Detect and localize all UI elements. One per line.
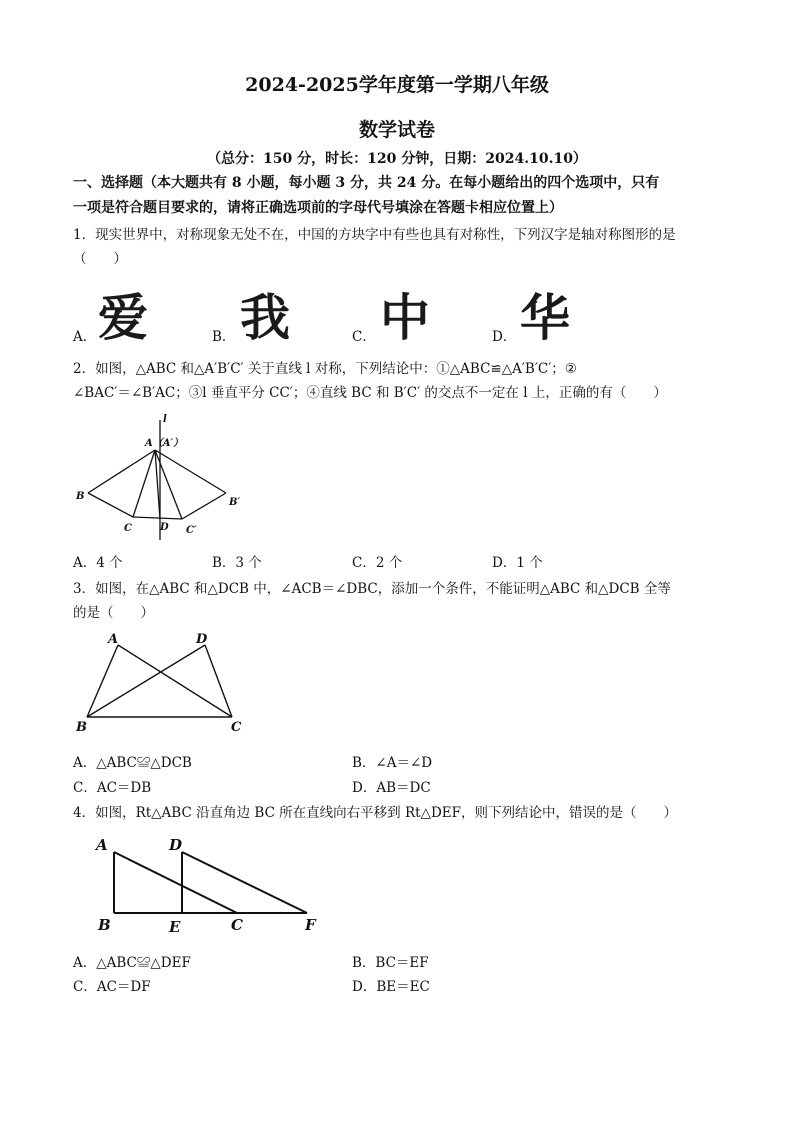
q3-option-c: C．AC＝DB — [73, 780, 152, 796]
q1-option-a-letter: A． — [73, 329, 97, 345]
q3-stem-line2: 的是（ ） — [73, 605, 154, 621]
q4-label-D: D — [169, 836, 183, 854]
q2-option-c: C．2 个 — [352, 555, 403, 571]
q2-label-D: D — [160, 522, 169, 533]
q4-label-C: C — [231, 916, 243, 934]
q1-option-a-char: 爱 — [98, 289, 148, 347]
q1-stem-line2: （ ） — [73, 251, 127, 267]
q2-seg-AC2 — [155, 450, 182, 519]
exam-subject: 数学试卷 — [358, 119, 435, 141]
q2-option-a: A．4 个 — [73, 555, 123, 571]
q1-option-d-char: 华 — [520, 289, 570, 347]
q2-label-l: l — [163, 414, 167, 425]
section-heading-line2: 一项是符合题目要求的，请将正确选项前的字母代号填涂在答题卡相应位置上） — [73, 200, 563, 216]
q3-seg-DB — [87, 645, 205, 717]
q2-label-B2: B′ — [229, 497, 241, 508]
q4-label-A: A — [96, 836, 108, 854]
q3-seg-AC — [118, 645, 232, 717]
q1-option-b-letter: B． — [212, 329, 236, 345]
q4-option-c: C．AC＝DF — [73, 979, 151, 995]
q2-label-C2: C′ — [186, 525, 197, 536]
q2-seg-BC — [88, 493, 133, 517]
q2-seg-AD — [155, 450, 160, 519]
q4-label-E: E — [169, 918, 181, 936]
q2-seg-C2B2 — [182, 493, 226, 519]
q1-option-b-char: 我 — [240, 289, 290, 347]
q2-stem-line1: 2．如图，△ABC 和△A′B′C′ 关于直线 l 对称，下列结论中：①△ABC≌△A′B′C′；② — [73, 361, 577, 377]
q3-stem-line1: 3．如图，在△ABC 和△DCB 中，∠ACB＝∠DBC，添加一个条件，不能证明△ABC 和△DCB 全等 — [73, 581, 671, 597]
q1-option-d-letter: D． — [492, 329, 517, 345]
q4-option-b: B．BC＝EF — [352, 955, 429, 971]
q3-label-C: C — [231, 720, 242, 735]
q4-seg-AC — [114, 852, 237, 913]
q4-option-a: A．△ABC≌△DEF — [73, 955, 191, 971]
q3-seg-AB — [87, 645, 118, 717]
q2-label-C: C — [124, 523, 132, 534]
q2-seg-AB2 — [155, 450, 226, 493]
q2-label-A: A（A′） — [145, 438, 184, 449]
q1-option-c-letter: C． — [352, 329, 376, 345]
q4-label-F: F — [305, 916, 316, 934]
q2-seg-AC — [133, 450, 155, 517]
q3-option-d: D．AB＝DC — [352, 780, 431, 796]
q2-option-b: B．3 个 — [212, 555, 262, 571]
q4-stem-line1: 4．如图，Rt△ABC 沿直角边 BC 所在直线向右平移到 Rt△DEF，则下列结论中，错误的是（ ） — [73, 805, 677, 821]
q3-label-B: B — [76, 720, 87, 735]
q4-option-d: D．BE＝EC — [352, 979, 430, 995]
exam-info: （总分：150 分，时长：120 分钟，日期：2024.10.10） — [207, 151, 587, 167]
q1-option-c-char: 中 — [380, 289, 430, 347]
q3-option-b: B．∠A＝∠D — [352, 755, 433, 771]
q3-option-a: A．△ABC≌△DCB — [73, 755, 192, 771]
q2-option-d: D．1 个 — [492, 555, 543, 571]
q2-seg-AB — [88, 450, 155, 493]
section-heading-line1: 一、选择题（本大题共有 8 小题，每小题 3 分，共 24 分。在每小题给出的四个选项中，只有 — [73, 175, 660, 191]
q3-label-D: D — [196, 632, 208, 647]
q3-label-A: A — [108, 632, 119, 647]
q4-seg-DF — [182, 852, 307, 913]
q2-stem-line2: ∠BAC′＝∠B′AC；③l 垂直平分 CC′；④直线 BC 和 B′C′ 的交点不一定在 l 上，正确的有（ ） — [73, 385, 667, 401]
q3-seg-CD — [205, 645, 232, 717]
q2-label-B: B — [76, 491, 85, 502]
q4-label-B: B — [98, 916, 111, 934]
q1-stem-line1: 1．现实世界中，对称现象无处不在，中国的方块字中有些也具有对称性，下列汉字是轴对称图形的是 — [73, 227, 676, 243]
exam-title: 2024-2025学年度第一学期八年级 — [245, 74, 549, 96]
q2-seg-CC2 — [133, 517, 182, 519]
